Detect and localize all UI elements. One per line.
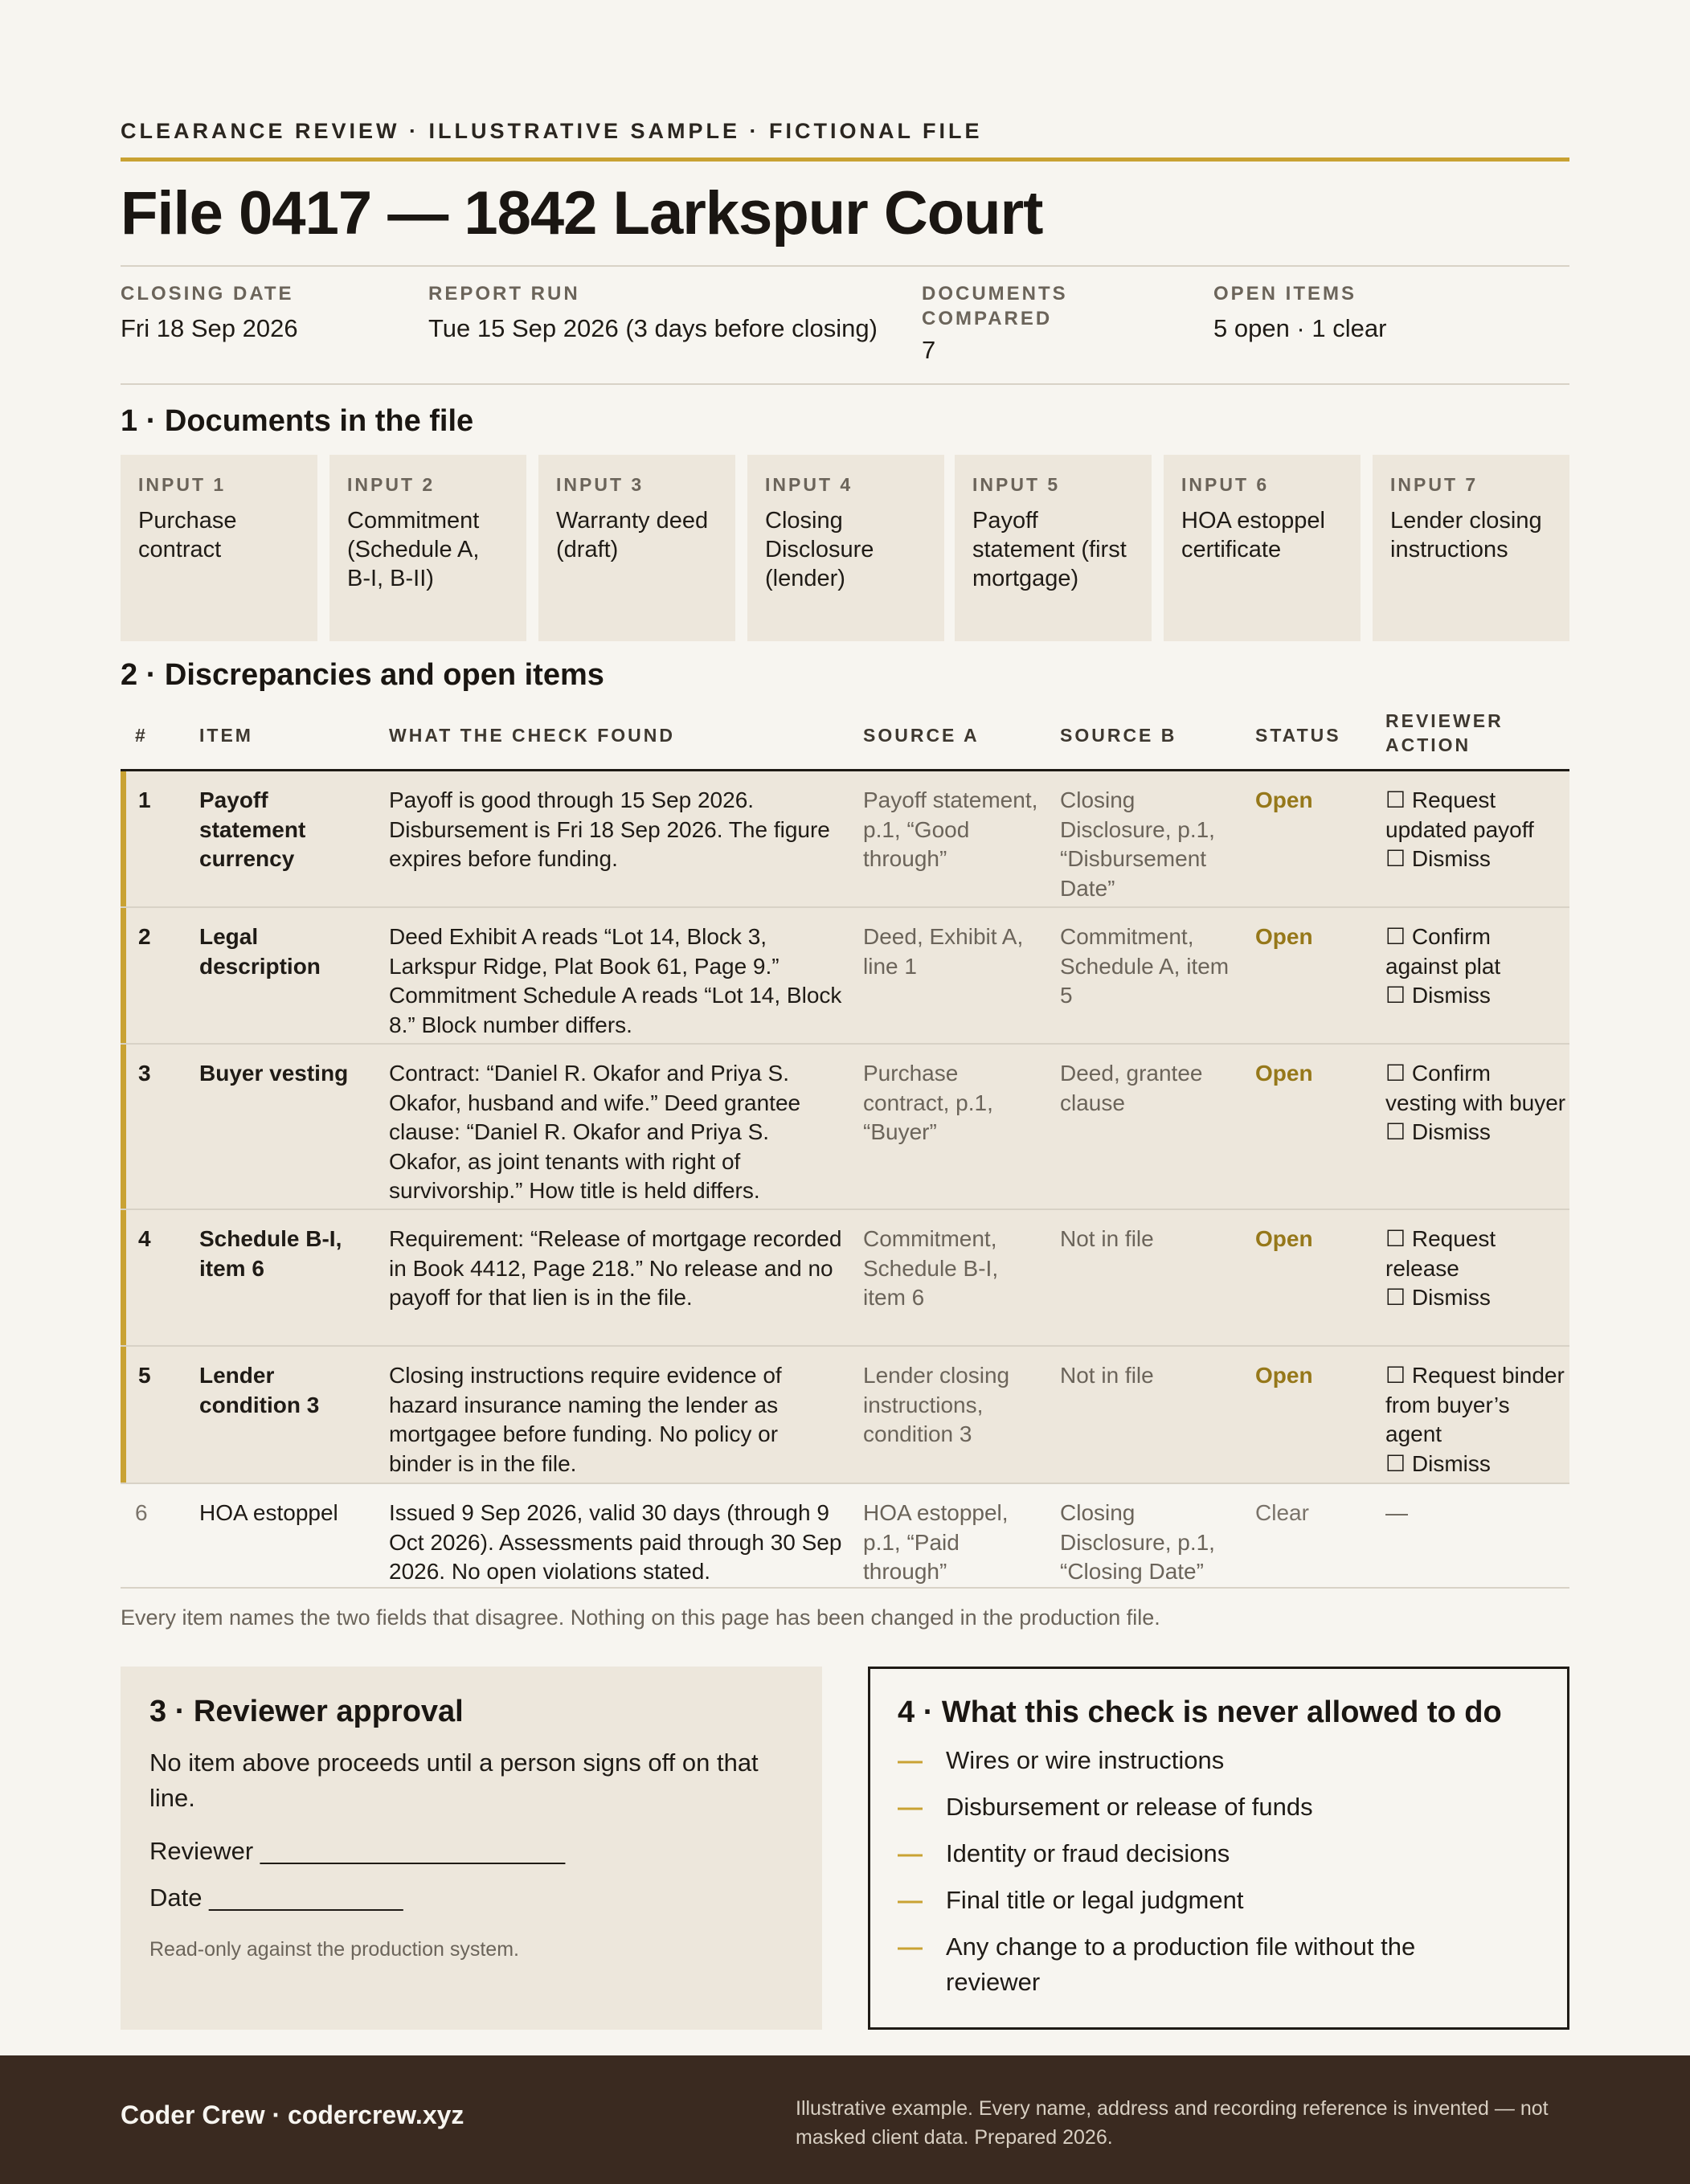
row-source-a: Purchase contract, p.1, “Buyer”: [863, 1061, 993, 1144]
row-number: 6: [135, 1500, 148, 1525]
row-number: 3: [138, 1061, 151, 1086]
row-source-a: HOA estoppel, p.1, “Paid through”: [863, 1500, 1009, 1584]
input-card: [955, 455, 1152, 641]
input-name: Commitment (Schedule A, B-I, B-II): [347, 508, 480, 591]
confirm-vesting-checkbox[interactable]: ☐ Confirm vesting with buyer: [1385, 1061, 1566, 1115]
dash-bullet-icon: —: [898, 1886, 923, 1914]
input-label: INPUT 1: [138, 474, 227, 495]
column-header-status: STATUS: [1255, 725, 1341, 746]
row-item: HOA estoppel: [199, 1500, 338, 1525]
status-badge: Open: [1255, 1061, 1313, 1086]
dismiss-checkbox[interactable]: ☐ Dismiss: [1385, 983, 1491, 1008]
row-source-a: Deed, Exhibit A, line 1: [863, 924, 1024, 979]
input-card: [121, 455, 317, 641]
never-allowed-card: [868, 1667, 1569, 2030]
row-actions: [1385, 1499, 1566, 1528]
column-header-source-b: SOURCE B: [1060, 725, 1177, 746]
dash-bullet-icon: —: [898, 1793, 923, 1821]
column-header-item: ITEM: [199, 725, 253, 746]
meta-open-items: [1213, 281, 1551, 344]
table-row: [121, 1484, 1569, 1589]
dash-bullet-icon: —: [898, 1839, 923, 1867]
meta-label: OPEN ITEMS: [1213, 283, 1357, 305]
row-source-b: Closing Disclosure, p.1, “Closing Date”: [1060, 1500, 1215, 1584]
input-name: Warranty deed (draft): [556, 508, 709, 562]
row-source-a: Payoff statement, p.1, “Good through”: [863, 787, 1038, 871]
approval-text: No item above proceeds until a person signs off on that line.: [149, 1748, 759, 1812]
row-finding: Closing instructions require evidence of hazard insurance naming the lender as mortgagee before funding. No policy or binder is in the file.: [389, 1363, 782, 1476]
status-badge: Open: [1255, 924, 1313, 949]
file-meta: [121, 281, 1569, 370]
row-source-b: Closing Disclosure, p.1, “Disbursement Date”: [1060, 787, 1215, 901]
row-finding: Issued 9 Sep 2026, valid 30 days (through 9 Oct 2026). Assessments paid through 30 Sep 2026. No open violations stated.: [389, 1500, 842, 1584]
no-action-dash: —: [1385, 1500, 1408, 1525]
dash-bullet-icon: —: [898, 1932, 923, 1961]
reviewer-approval-card: [121, 1667, 822, 2030]
never-heading: 4 · What this check is never allowed to do: [898, 1695, 1502, 1729]
row-number: 2: [138, 924, 151, 949]
list-item-text: Any change to a production file without the reviewer: [946, 1932, 1416, 1996]
row-actions: [1385, 1059, 1566, 1147]
list-item: [898, 1789, 1540, 1825]
input-card: [538, 455, 735, 641]
input-label: INPUT 6: [1181, 474, 1270, 495]
input-label: INPUT 7: [1390, 474, 1479, 495]
eyebrow: CLEARANCE REVIEW · ILLUSTRATIVE SAMPLE · FICTIONAL FILE: [121, 119, 983, 143]
meta-value: Fri 18 Sep 2026: [121, 314, 298, 342]
approval-heading: 3 · Reviewer approval: [149, 1695, 464, 1728]
table-footnote: Every item names the two fields that disagree. Nothing on this page has been changed in the production file.: [121, 1605, 1160, 1630]
input-name: Purchase contract: [138, 508, 237, 562]
row-source-a: Lender closing instructions, condition 3: [863, 1363, 1010, 1446]
row-number: 5: [138, 1363, 151, 1388]
row-item: Payoff statement currency: [199, 787, 306, 871]
table-row: [121, 771, 1569, 908]
meta-value: 5 open · 1 clear: [1213, 314, 1387, 342]
status-badge: Open: [1255, 1226, 1313, 1251]
dismiss-checkbox[interactable]: ☐ Dismiss: [1385, 1285, 1491, 1310]
row-item: Buyer vesting: [199, 1061, 349, 1086]
row-number: 1: [138, 787, 151, 812]
row-finding: Contract: “Daniel R. Okafor and Priya S. Okafor, husband and wife.” Deed grantee clause: “Daniel R. Okafor and Priya S. Okafor, as joint tenants with right of survivorship.” How title is held differs.: [389, 1061, 801, 1203]
column-header-found: WHAT THE CHECK FOUND: [389, 725, 675, 746]
table-row: [121, 1210, 1569, 1347]
discrepancies-heading: 2 · Discrepancies and open items: [121, 658, 604, 692]
input-label: INPUT 4: [765, 474, 853, 495]
list-item-text: Disbursement or release of funds: [946, 1793, 1313, 1821]
list-item: [898, 1836, 1540, 1871]
row-item: Lender condition 3: [199, 1363, 320, 1417]
footer-brand[interactable]: Coder Crew · codercrew.xyz: [121, 2100, 464, 2129]
discrepancies-table: [121, 699, 1569, 1589]
approval-note: Read-only against the production system.: [149, 1938, 519, 1961]
meta-closing-date: [121, 281, 410, 344]
row-source-a: Commitment, Schedule B-I, item 6: [863, 1226, 999, 1310]
table-row: [121, 1045, 1569, 1210]
meta-label: CLOSING DATE: [121, 283, 294, 305]
input-card: [1373, 455, 1569, 641]
table-header: [121, 699, 1569, 771]
list-item: [898, 1883, 1540, 1918]
footer: [0, 2055, 1690, 2184]
footer-note: Illustrative example. Every name, address and recording reference is invented — not masked client data. Prepared 2026.: [796, 2097, 1549, 2149]
documents-heading: 1 · Documents in the file: [121, 404, 474, 438]
table-row: [121, 1347, 1569, 1484]
reviewer-signature-field[interactable]: Reviewer ______________________: [149, 1837, 566, 1865]
input-card: [329, 455, 526, 641]
meta-report-run: [428, 281, 878, 344]
divider: [121, 383, 1569, 385]
list-item: [898, 1929, 1444, 2000]
never-list: [898, 1743, 1540, 2000]
row-number: 4: [138, 1226, 151, 1251]
row-finding: Requirement: “Release of mortgage recorded in Book 4412, Page 218.” No release and no payoff for that lien is in the file.: [389, 1226, 842, 1310]
column-header-source-a: SOURCE A: [863, 725, 980, 746]
meta-label: DOCUMENTS COMPARED: [922, 283, 1068, 329]
meta-documents-compared: [922, 281, 1147, 366]
row-source-b: Commitment, Schedule A, item 5: [1060, 924, 1230, 1008]
row-finding: Payoff is good through 15 Sep 2026. Disbursement is Fri 18 Sep 2026. The figure expires before funding.: [389, 787, 830, 871]
input-label: INPUT 5: [972, 474, 1061, 495]
meta-label: REPORT RUN: [428, 283, 580, 305]
row-finding: Deed Exhibit A reads “Lot 14, Block 3, Larkspur Ridge, Plat Book 61, Page 9.” Commitment Schedule A reads “Lot 14, Block 8.” Block number differs.: [389, 924, 842, 1037]
input-card: [1164, 455, 1361, 641]
list-item-text: Identity or fraud decisions: [946, 1839, 1230, 1867]
table-row: [121, 908, 1569, 1045]
row-actions: [1385, 1225, 1566, 1313]
row-actions: [1385, 1361, 1566, 1478]
input-label: INPUT 3: [556, 474, 644, 495]
column-header-num: #: [135, 725, 148, 746]
row-item: Legal description: [199, 924, 321, 979]
meta-value: 7: [922, 336, 936, 364]
input-name: Closing Disclosure (lender): [765, 508, 874, 591]
dismiss-checkbox[interactable]: ☐ Dismiss: [1385, 1119, 1491, 1144]
row-actions: [1385, 786, 1566, 874]
request-release-checkbox[interactable]: ☐ Request release: [1385, 1226, 1496, 1281]
meta-value: Tue 15 Sep 2026 (3 days before closing): [428, 314, 878, 342]
gold-rule: [121, 157, 1569, 162]
documents-list: [121, 455, 1569, 641]
status-badge: Clear: [1255, 1500, 1309, 1525]
row-source-b: Deed, grantee clause: [1060, 1061, 1203, 1115]
input-card: [747, 455, 944, 641]
divider: [121, 265, 1569, 267]
list-item-text: Wires or wire instructions: [946, 1746, 1225, 1774]
request-binder-checkbox[interactable]: ☐ Request binder from buyer’s agent: [1385, 1363, 1565, 1446]
dash-bullet-icon: —: [898, 1746, 923, 1774]
status-badge: Open: [1255, 787, 1313, 812]
status-badge: Open: [1255, 1363, 1313, 1388]
row-actions: [1385, 922, 1566, 1011]
row-item: Schedule B-I, item 6: [199, 1226, 342, 1281]
page-title: File 0417 — 1842 Larkspur Court: [121, 179, 1043, 247]
input-label: INPUT 2: [347, 474, 436, 495]
dismiss-checkbox[interactable]: ☐ Dismiss: [1385, 846, 1491, 871]
list-item: [898, 1743, 1540, 1778]
row-source-b: Not in file: [1060, 1363, 1154, 1388]
request-updated-payoff-checkbox[interactable]: ☐ Request updated payoff: [1385, 787, 1534, 842]
date-field[interactable]: Date ______________: [149, 1883, 403, 1912]
input-name: HOA estoppel certificate: [1181, 508, 1325, 562]
list-item-text: Final title or legal judgment: [946, 1886, 1244, 1914]
column-header-action: REVIEWER ACTION: [1385, 710, 1504, 755]
confirm-against-plat-checkbox[interactable]: ☐ Confirm against plat: [1385, 924, 1501, 979]
row-source-b: Not in file: [1060, 1226, 1154, 1251]
input-name: Payoff statement (first mortgage): [972, 508, 1127, 591]
dismiss-checkbox[interactable]: ☐ Dismiss: [1385, 1450, 1491, 1476]
input-name: Lender closing instructions: [1390, 508, 1542, 562]
